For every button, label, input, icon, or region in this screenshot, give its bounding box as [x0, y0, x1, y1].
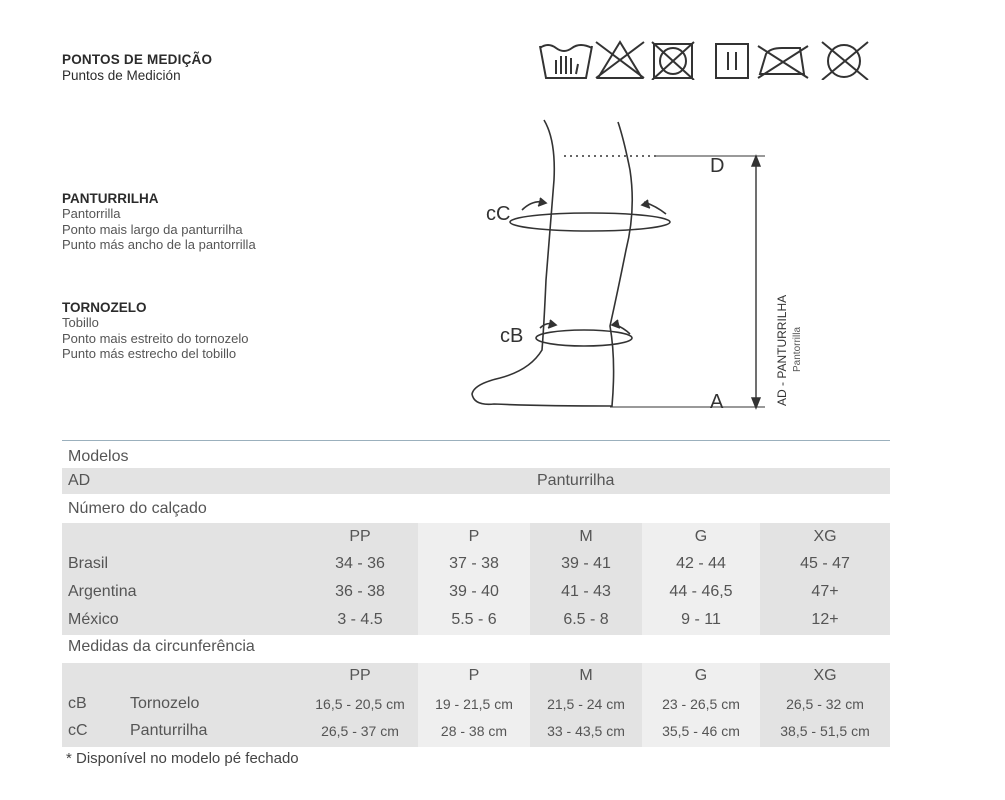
cb-circle-icon	[536, 320, 632, 346]
a-label: A	[710, 391, 724, 413]
dry-in-shade-icon	[716, 44, 748, 78]
table-row	[62, 553, 890, 579]
table-row	[62, 581, 890, 607]
table-cell: 6.5 - 8	[563, 611, 609, 628]
table-cell: 37 - 38	[449, 555, 499, 572]
page-title: PONTOS DE MEDIÇÃO	[62, 52, 213, 67]
table-cell: 41 - 43	[561, 583, 611, 600]
ad-label: AD	[68, 472, 91, 489]
panturrilha-line: Pantorrilla	[62, 206, 121, 221]
table-cell: 38,5 - 51,5 cm	[780, 723, 870, 739]
shoe-header-label: Número do calçado	[68, 500, 207, 517]
table-cell: 16,5 - 20,5 cm	[315, 696, 405, 712]
size-header: PP	[349, 667, 371, 684]
do-not-tumble-dry-icon	[652, 42, 694, 80]
size-header: P	[468, 528, 480, 545]
ad-vertical-label: AD - PANTURRILHA	[775, 294, 789, 406]
table-cell: 45 - 47	[800, 555, 850, 572]
table-cell: 5.5 - 6	[451, 611, 497, 628]
table-cell: 26,5 - 32 cm	[786, 696, 864, 712]
tornozelo-line: Ponto mais estreito do tornozelo	[62, 330, 249, 346]
table-cell: 34 - 36	[335, 555, 385, 572]
row-code: cB	[68, 695, 87, 712]
size-table	[62, 440, 890, 750]
do-not-bleach-icon	[596, 42, 644, 78]
table-cell: 44 - 46,5	[669, 583, 733, 600]
wash-by-hand-icon	[540, 45, 592, 78]
table-row	[62, 609, 890, 635]
table-cell: 39 - 40	[449, 583, 499, 600]
row-label: Argentina	[68, 583, 137, 600]
circ-header-row	[62, 637, 890, 663]
size-header: M	[579, 528, 593, 545]
row-label: Brasil	[68, 555, 109, 572]
d-label: D	[710, 155, 725, 177]
row-label: Tornozelo	[130, 695, 200, 712]
panturrilha-line: Punto más ancho de la pantorrilla	[62, 237, 256, 252]
ad-vertical-sublabel: Pantorrilla	[792, 326, 803, 372]
footnote: * Disponível no modelo pé fechado	[66, 750, 299, 767]
table-cell: 12+	[811, 611, 839, 628]
table-cell: 23 - 26,5 cm	[662, 696, 740, 712]
table-cell: 26,5 - 37 cm	[321, 723, 399, 739]
do-not-dry-clean-icon	[822, 42, 868, 80]
table-cell: 3 - 4.5	[337, 611, 383, 628]
circ-size-header-row	[62, 665, 890, 691]
tornozelo-title: TORNOZELO	[62, 300, 147, 315]
ad-value: Panturrilha	[537, 472, 615, 489]
tornozelo-line: Tobillo	[62, 315, 99, 330]
tornozelo-line: Punto más estrecho del tobillo	[62, 346, 237, 361]
circ-header-label: Medidas da circunferência	[68, 638, 255, 655]
panturrilha-title: PANTURRILHA	[62, 191, 159, 206]
table-cell: 35,5 - 46 cm	[662, 723, 740, 739]
table-row	[62, 692, 890, 718]
size-header: G	[694, 667, 708, 684]
leg-outline-icon	[472, 120, 632, 406]
cb-label: cB	[500, 325, 524, 347]
size-header: M	[579, 667, 593, 684]
table-row	[62, 719, 890, 745]
size-header: G	[694, 528, 708, 545]
row-label: Panturrilha	[130, 722, 208, 739]
table-cell: 47+	[811, 583, 839, 600]
row-label: México	[68, 611, 119, 628]
ad-arrow-icon	[752, 156, 760, 408]
care-icons	[538, 38, 883, 80]
cc-circle-icon	[510, 198, 670, 231]
row-code: cC	[68, 722, 88, 739]
page-subtitle: Puntos de Medición	[62, 68, 181, 83]
size-header: PP	[349, 528, 371, 545]
ad-row	[62, 468, 890, 494]
leg-diagram	[460, 110, 820, 420]
panturrilha-section	[62, 191, 256, 253]
do-not-iron-icon	[758, 46, 808, 78]
table-cell: 21,5 - 24 cm	[547, 696, 625, 712]
table-cell: 19 - 21,5 cm	[435, 696, 513, 712]
table-cell: 9 - 11	[681, 611, 721, 628]
panturrilha-line: Ponto mais largo da panturrilha	[62, 221, 243, 237]
modelos-row	[62, 444, 890, 470]
size-header: P	[468, 667, 480, 684]
tornozelo-section	[62, 300, 248, 362]
table-cell: 36 - 38	[335, 583, 385, 600]
shoe-header-row	[62, 497, 890, 523]
size-header: XG	[813, 667, 837, 684]
table-top-rule	[62, 440, 890, 441]
table-cell: 39 - 41	[561, 555, 611, 572]
modelos-label: Modelos	[68, 448, 129, 465]
cc-label: cC	[486, 203, 511, 225]
size-header: XG	[813, 528, 837, 545]
table-cell: 28 - 38 cm	[440, 723, 508, 739]
shoe-size-header-row	[62, 526, 890, 552]
table-cell: 42 - 44	[676, 555, 726, 572]
table-cell: 33 - 43,5 cm	[547, 723, 625, 739]
